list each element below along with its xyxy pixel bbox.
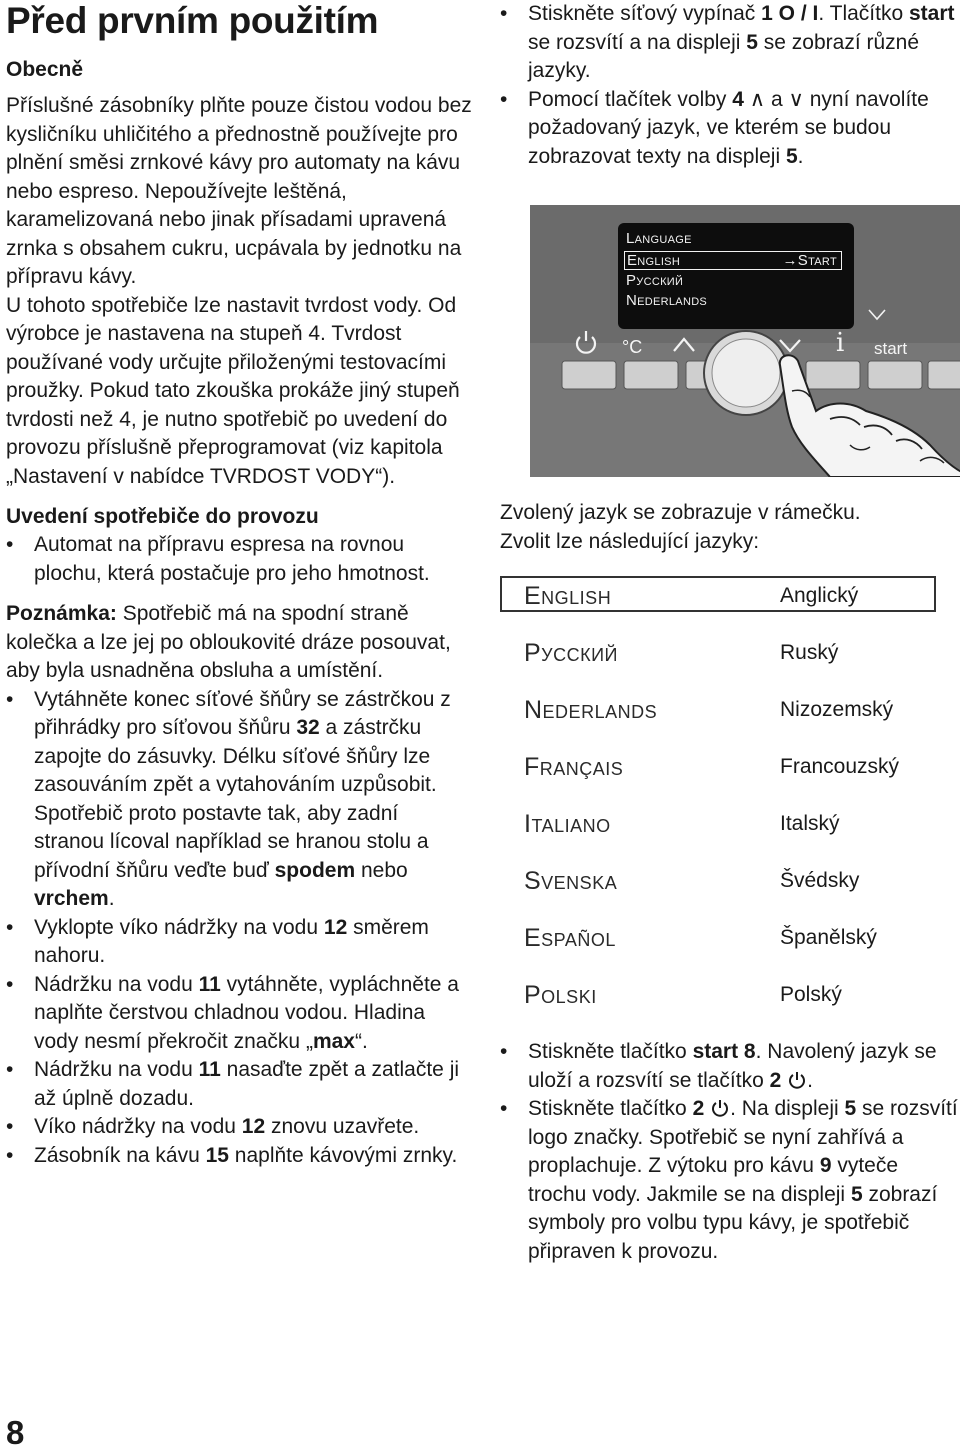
display-line-dutch: Nederlands [626, 292, 708, 309]
setup-list-intro [6, 531, 474, 588]
display-line-selected: English →Start [624, 251, 842, 270]
language-czech-name: Francouzský [780, 755, 900, 778]
language-table [500, 580, 936, 1036]
language-native-name: Español [524, 924, 616, 952]
info-icon: i [836, 328, 845, 358]
page-title: Před prvním použitím [6, 0, 379, 41]
language-czech-name: Italský [780, 812, 840, 835]
language-czech-name: Ruský [780, 641, 839, 664]
list-item: • Zásobník na kávu 15 naplňte kávovými zrnky. [6, 1142, 474, 1171]
right-column [500, 0, 958, 1266]
language-native-name: Русский [524, 639, 618, 667]
left-column [6, 0, 474, 1170]
language-row [500, 979, 936, 1036]
language-czech-name: Švédsky [780, 869, 860, 892]
language-czech-name: Nizozemský [780, 698, 894, 721]
startup-steps [500, 0, 958, 171]
list-item: • Stiskněte tlačítko 2 . Na displeji 5 se rozsvítí logo značky. Spotřebič se nyní zahřívá a proplachuje. Z výtoku pro kávu 9 vyteče trochu vody. Jakmile se na displeji 5 zobrazí symboly pro volbu typu kávy, je spotřebič připraven k provozu. [500, 1095, 958, 1266]
display-line-language: Language [626, 230, 692, 247]
list-item: • Stiskněte síťový vypínač 1 O / I. Tlačítko start se rozsvítí a na displeji 5 se zobrazí různé jazyky. [500, 0, 958, 86]
power-icon [710, 1098, 730, 1118]
language-czech-name: Polský [780, 983, 842, 1006]
chevron-down-icon [868, 309, 886, 321]
display-screen [618, 223, 854, 329]
list-item: • Nádržku na vodu 11 nasaďte zpět a zatlačte ji až úplně dozadu. [6, 1056, 474, 1113]
language-native-name: Svenska [524, 867, 618, 895]
control-panel-illustration [530, 205, 960, 477]
general-paragraph-2: U tohoto spotřebiče lze nastavit tvrdost vody. Od výrobce je nastavena na stupeň 4. Tvrdost používané vody určujte přiloženými testovacími proužky. Pokud tato zkouška prokáže jiný stupeň tvrdosti než 4, je nutno spotřebič po uvedení do provozu příslušně přeprogramovat (viz kapitola „Nastavení v nabídce TVRDOST VODY“). [6, 293, 460, 488]
setup-list [6, 686, 474, 1171]
note-text: Spotřebič má na spodní straně kolečka a lze jej po obloukovité dráze posouvat, aby byla usnadněna obsluha a umístění. [6, 602, 451, 682]
temperature-label: °C [622, 337, 643, 357]
list-item: • Vytáhněte konec síťové šňůry se zástrčkou z přihrádky pro síťovou šňůru 32 a zástrčku zapojte do zásuvky. Délku síťové šňůry lze zasouváním zpět a vytahováním uzpůsobit. Spotřebič proto postavte tak, aby zadní stranou lícoval například se hranou stolu a přívodní šňůru veďte buď spodem nebo vrchem. [6, 686, 474, 914]
language-native-name: Polski [524, 981, 597, 1009]
list-item: • Nádržku na vodu 11 vytáhněte, vypláchněte a naplňte čerstvou chladnou vodou. Hladina vody nesmí překročit značku „max“. [6, 971, 474, 1057]
language-row [500, 694, 936, 751]
finish-steps [500, 1038, 958, 1266]
section-heading-setup: Uvedení spotřebiče do provozu [6, 505, 319, 528]
page-number: 8 [6, 1414, 25, 1451]
note-paragraph [6, 600, 474, 686]
note-label: Poznámka: [6, 602, 117, 625]
display-line-russian: Русский [626, 272, 684, 289]
language-native-name: Nederlands [524, 696, 658, 724]
list-item: • Stiskněte tlačítko start 8. Navolený jazyk se uloží a rozsvítí se tlačítko 2 . [500, 1038, 958, 1095]
language-native-name: Français [524, 753, 624, 781]
language-row [500, 922, 936, 979]
language-row [500, 751, 936, 808]
start-label: start [874, 339, 908, 358]
list-item: • Vyklopte víko nádržky na vodu 12 směrem nahoru. [6, 914, 474, 971]
language-czech-name: Anglický [780, 584, 859, 607]
section-heading-general: Obecně [6, 58, 84, 81]
caption-available: Zvolit lze následující jazyky: [500, 529, 760, 553]
language-row [500, 865, 936, 922]
list-item: • Automat na přípravu espresa na rovnou plochu, která postačuje pro jeho hmotnost. [6, 531, 474, 588]
language-czech-name: Španělský [780, 926, 877, 949]
list-item: • Víko nádržky na vodu 12 znovu uzavřete. [6, 1113, 474, 1142]
language-row [500, 637, 936, 694]
language-row [500, 580, 936, 637]
general-paragraph-1: Příslušné zásobníky plňte pouze čistou vodou bez kysličníku uhličitého a přednostně používejte pro plnění směsi zrnkové kávy pro automaty na kávu nebo espreso. Nepoužívejte leštěná, karamelizovaná nebo jinak přísadami upravená zrnka s obsahem cukru, ucpávala by jednotku na přípravu kávy. [6, 94, 472, 288]
language-native-name: English [524, 582, 612, 610]
language-row [500, 808, 936, 865]
power-icon [787, 1070, 807, 1090]
language-native-name: Italiano [524, 810, 611, 838]
caption-selected: Zvolený jazyk se zobrazuje v rámečku. [500, 501, 861, 524]
list-item: • Pomocí tlačítek volby 4 ∧ a ∨ nyní navolíte požadovaný jazyk, ve kterém se budou zobrazovat texty na displeji 5. [500, 86, 958, 172]
